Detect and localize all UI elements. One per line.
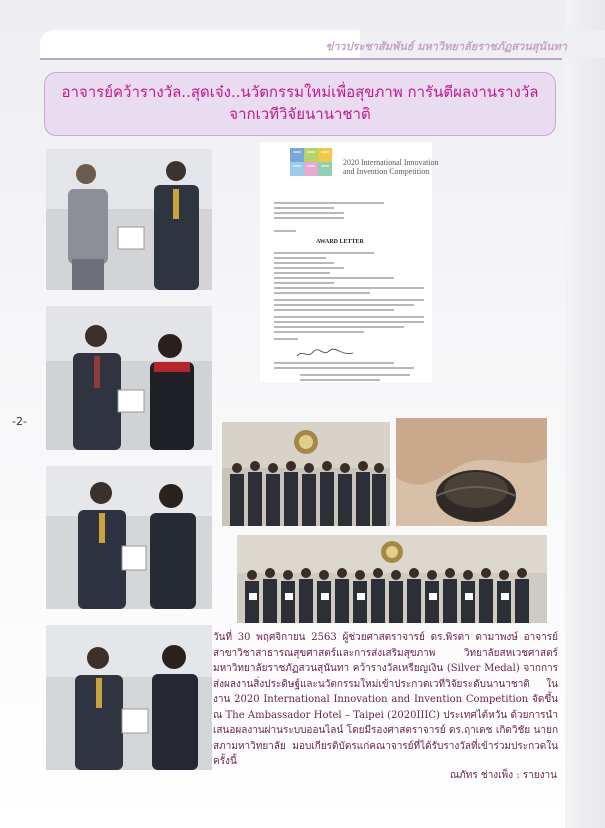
photo-award-handover-2 bbox=[46, 306, 212, 450]
reporter-credit: ณภัทร ช่างเพ็ง : รายงาน bbox=[449, 770, 557, 781]
headline-line-2: จากเวทีวิจัยนานาชาติ bbox=[229, 105, 371, 123]
header-divider bbox=[40, 58, 562, 60]
publication-title: ข่าวประชาสัมพันธ์ มหาวิทยาลัยราชภัฏสวนสุนันทา bbox=[325, 40, 567, 53]
right-margin-band bbox=[565, 0, 605, 828]
competition-logo bbox=[290, 144, 350, 180]
article-body bbox=[213, 630, 558, 770]
headline-line-1: อาจารย์คว้ารางวัล..สุดเจ๋ง..นวัตกรรมใหม่เพื่อสุขภาพ การันตีผลงานรางวัล bbox=[61, 83, 539, 101]
article-paragraph: วันที่ 30 พฤศจิกายน 2563 ผู้ช่วยศาสตราจารย์ ดร.พิรดา ดามาพงษ์ อาจารย์สาขาวิชาสาธารณสุขศาสตร์และการส่งเสริมสุขภาพ วิทยาลัยสหเวชศาสตร์ มหาวิทยาลัยราชภัฏสวนสุนันทา คว้ารางวัลเหรียญเงิน (Silver Medal) จากการส่งผลงานสิ่งประดิษฐ์และนวัตกรรมใหม่เข้าประกวดเวทีวิจัยระดับนานาชาติ ในงาน 2020 International Innovation and Invention Competition จัดขึ้น ณ The Ambassador Hotel – Taipei (2020IIIC) ประเทศไต้หวัน ด้วยการนำเสนอผลงานผ่านระบบออนไลน์ โดยมีรองศาสตราจารย์ ดร.ฤาเดช เกิดวิชัย นายกสภามหาวิทยาลัย มอบเกียรติบัตรแก่คณาจารย์ที่ได้รับรางวัลที่เข้าร่วมประกวดในครั้งนี้ bbox=[213, 632, 558, 767]
photo-award-handover-3 bbox=[46, 466, 212, 609]
photo-award-handover-4 bbox=[46, 625, 212, 770]
photo-massage-device bbox=[396, 418, 547, 526]
competition-title bbox=[343, 158, 439, 176]
photo-group-large bbox=[237, 535, 547, 623]
photo-award-handover-1 bbox=[46, 149, 212, 290]
competition-title-line-2: and Invention Competition bbox=[343, 167, 430, 176]
award-letter-heading: AWARD LETTER bbox=[316, 239, 364, 245]
signature-image bbox=[295, 347, 355, 359]
page-number: -2- bbox=[12, 415, 27, 428]
headline-box bbox=[44, 72, 556, 136]
competition-title-line-1: 2020 International Innovation bbox=[343, 158, 439, 167]
award-letter-document bbox=[260, 142, 439, 382]
photo-group-small bbox=[222, 422, 390, 526]
header-tab bbox=[40, 30, 360, 58]
